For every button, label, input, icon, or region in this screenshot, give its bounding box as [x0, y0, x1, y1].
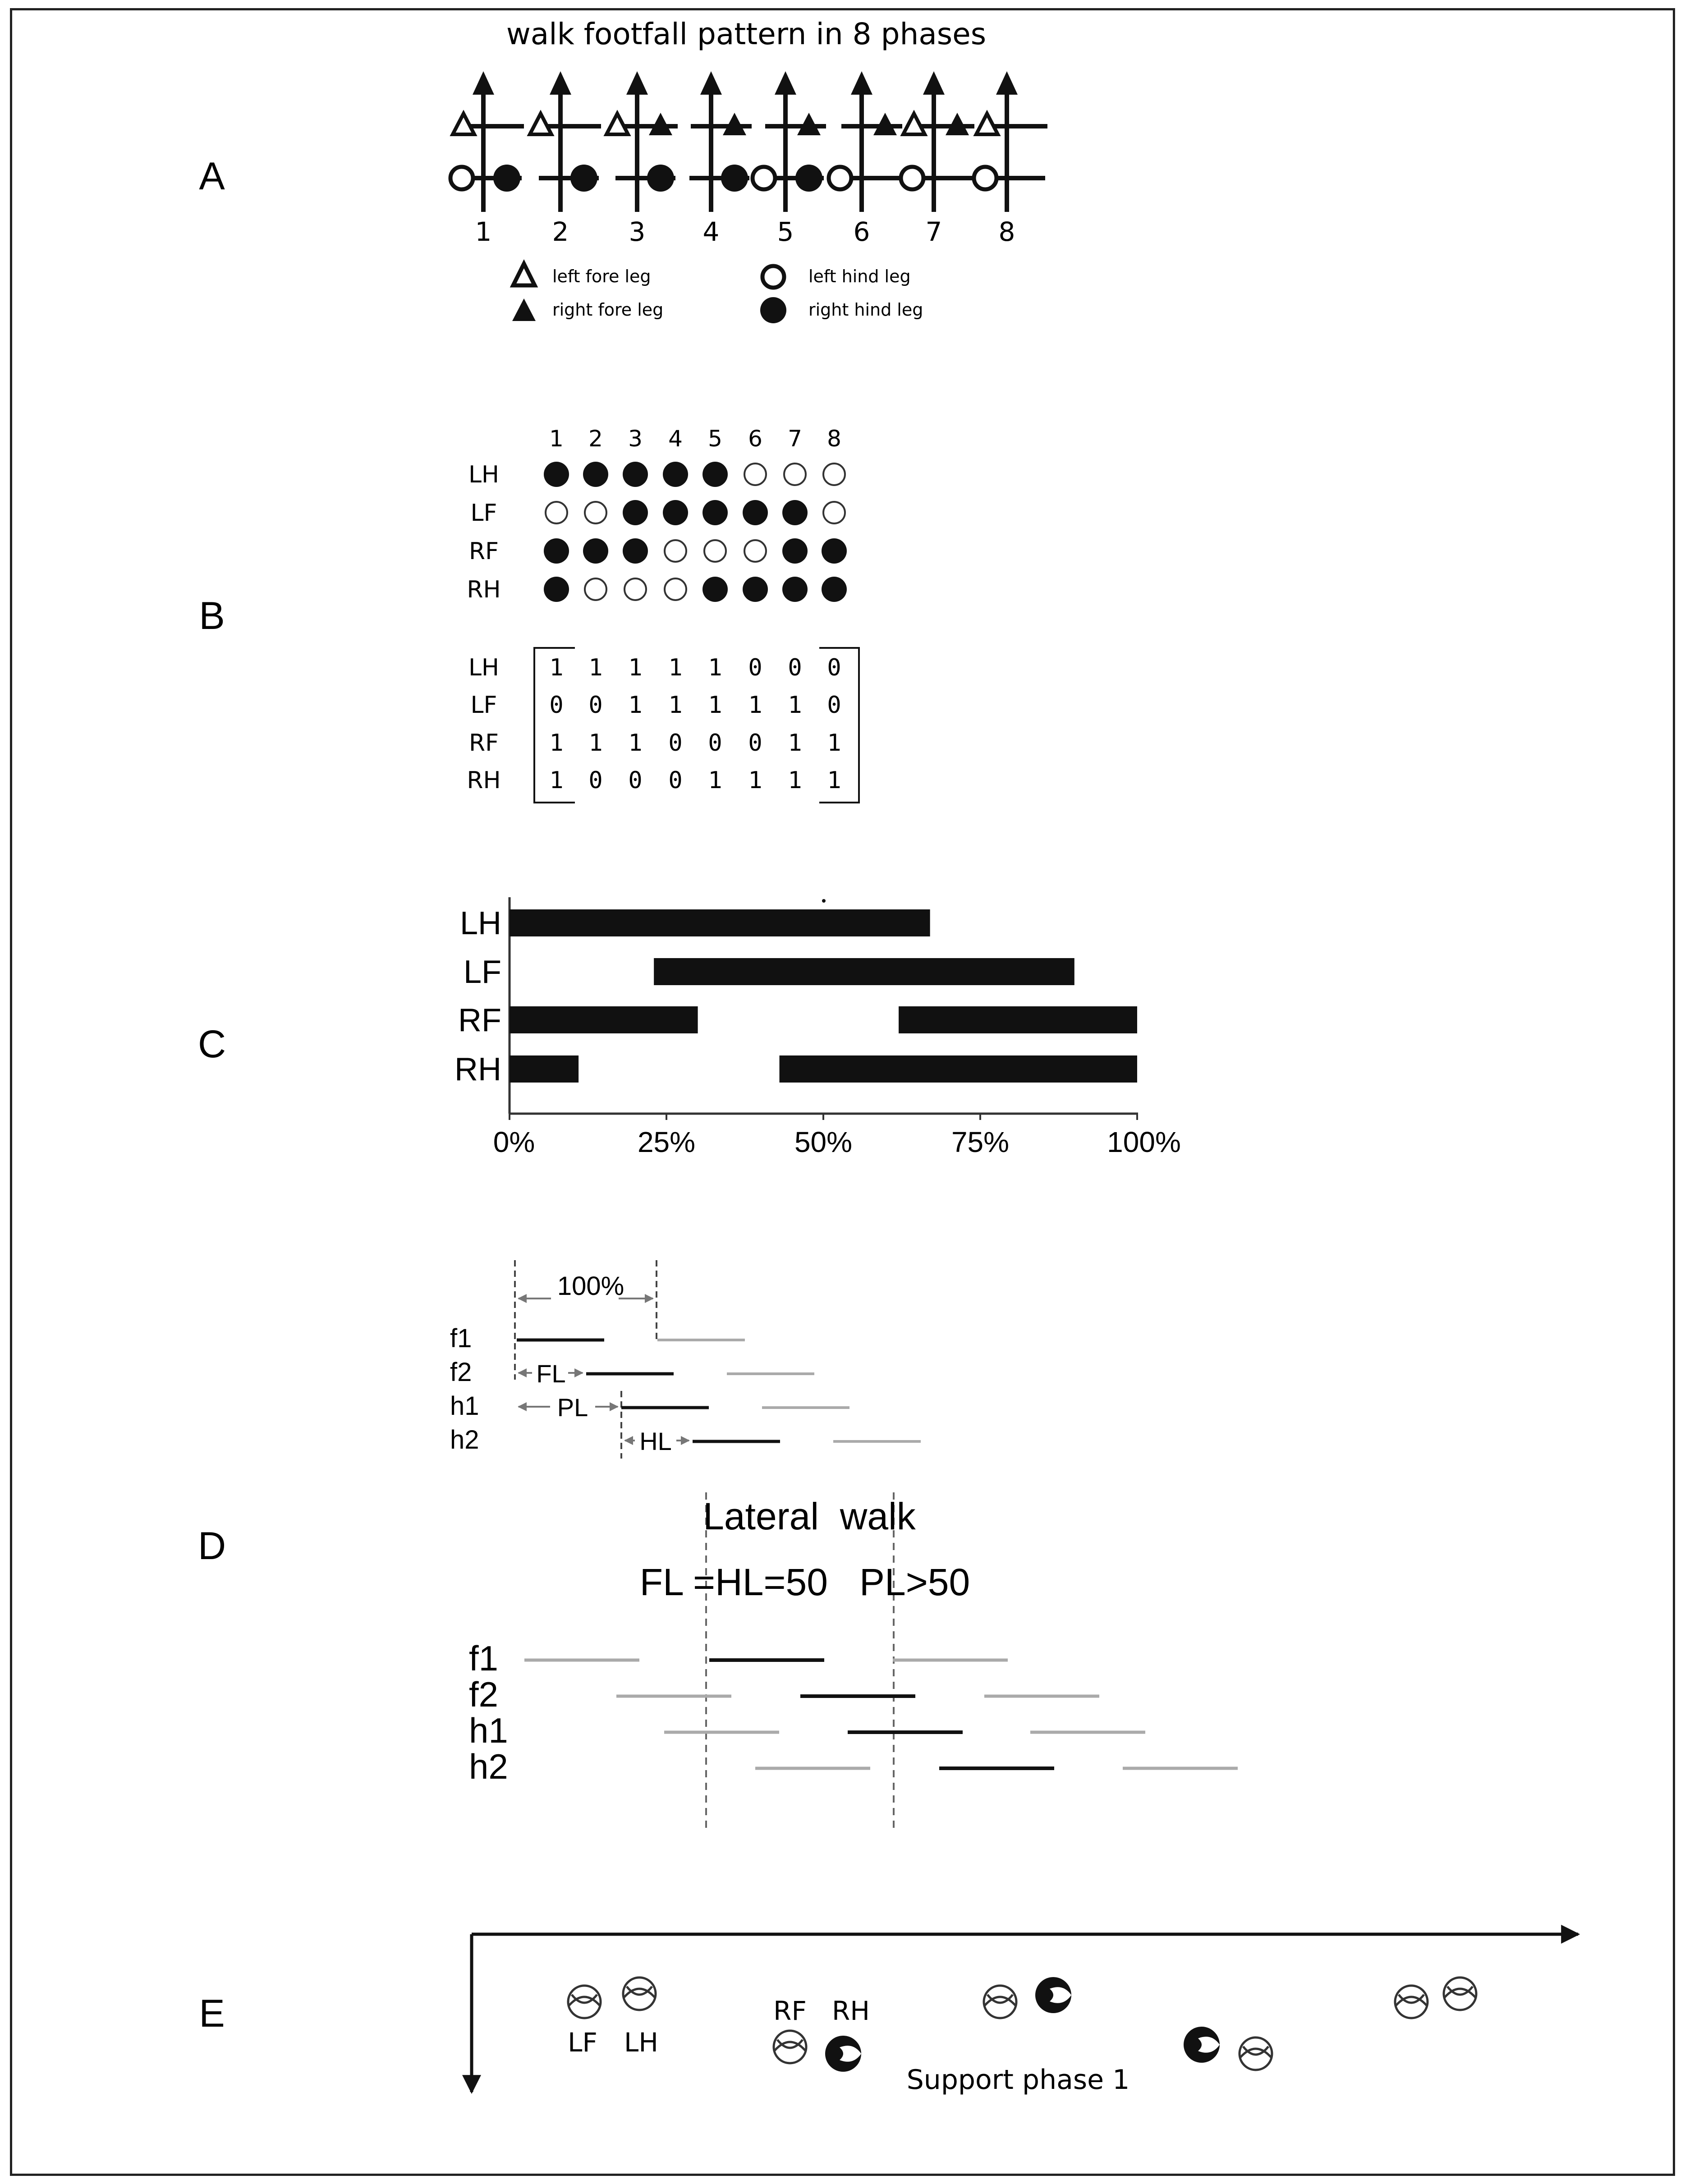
hoofprint-lf-icon — [568, 1986, 601, 2018]
matrix-cell: 1 — [628, 692, 643, 719]
stance-circle — [663, 462, 688, 487]
matrix-cell: 1 — [588, 730, 603, 757]
row-label: RF — [468, 538, 499, 565]
tick-label: 75% — [951, 1126, 1010, 1158]
matrix-cell: 0 — [748, 654, 762, 681]
swing-circle — [744, 540, 766, 562]
stance-circle — [743, 500, 768, 525]
row-label: RF — [468, 730, 499, 757]
swing-circle — [665, 540, 686, 562]
right-hind-leg-marker — [647, 165, 674, 192]
matrix-cell: 1 — [748, 767, 762, 794]
matrix-cell: 0 — [668, 730, 683, 757]
limb-row-labels — [455, 905, 501, 1087]
hoofprint-open-icon — [1444, 1978, 1476, 2010]
footfall-legend — [512, 264, 923, 323]
phase-number: 7 — [925, 216, 942, 247]
matrix-cell: 0 — [827, 654, 841, 681]
legend-lf-symbol — [513, 264, 535, 285]
left-hind-leg-marker — [901, 167, 923, 189]
phase-number: 2 — [552, 216, 569, 247]
limb-label: f1 — [469, 1638, 499, 1678]
footfall-phase — [689, 71, 752, 212]
pl-label: PL — [557, 1393, 588, 1422]
hoofprint-open-icon — [1240, 2037, 1272, 2070]
hoofprint-open-icon — [984, 1986, 1016, 2018]
footfall-phases — [450, 71, 1047, 247]
footfall-phase — [901, 71, 974, 212]
legend-rh-symbol — [760, 297, 786, 323]
panel-c — [455, 897, 1181, 1158]
top-limb-labels — [450, 1324, 479, 1454]
forward-arrow-icon — [996, 71, 1018, 95]
limb-label: f2 — [469, 1675, 499, 1714]
swing-circle — [823, 502, 845, 523]
stance-circle — [583, 462, 608, 487]
hoofprint-rf-icon — [774, 2031, 806, 2063]
stray-dot — [822, 899, 826, 903]
stance-circle — [623, 538, 648, 564]
limb-label: h2 — [450, 1425, 479, 1454]
swing-circle — [585, 578, 606, 600]
stance-circle — [583, 538, 608, 564]
matrix-cell: 1 — [827, 767, 841, 794]
stance-circle — [782, 577, 808, 602]
tick-label: 100% — [1107, 1126, 1181, 1158]
right-hind-leg-marker — [795, 165, 822, 192]
matrix-cell: 0 — [788, 654, 802, 681]
left-hind-leg-marker — [829, 167, 851, 189]
stance-circle — [544, 577, 569, 602]
swing-circle — [704, 540, 726, 562]
hundred-percent-label: 100% — [557, 1271, 624, 1301]
matrix-cell: 0 — [748, 730, 762, 757]
phase-number: 3 — [629, 216, 646, 247]
row-label: LF — [470, 692, 497, 719]
stance-circle — [623, 500, 648, 525]
column-number: 6 — [748, 426, 762, 452]
limb-label: LF — [463, 954, 501, 990]
phase-number: 5 — [777, 216, 794, 247]
stance-bar — [780, 1055, 1137, 1083]
left-hind-leg-marker — [974, 167, 996, 189]
legend-rf-label: right fore leg — [552, 300, 664, 320]
forward-arrow-icon — [550, 71, 571, 95]
matrix-cell: 1 — [668, 692, 683, 719]
left-hind-leg-marker — [450, 167, 473, 189]
support-matrix — [549, 654, 841, 794]
matrix-cell: 1 — [788, 767, 802, 794]
panel-e — [472, 1934, 1578, 2096]
row-label: RH — [467, 767, 501, 794]
limb-label: h1 — [450, 1391, 479, 1421]
panel-label-b: B — [199, 594, 225, 638]
right-hind-leg-marker — [721, 165, 748, 192]
right-hind-leg-marker — [570, 165, 597, 192]
limb-label: f1 — [450, 1324, 472, 1353]
matrix-cell: 0 — [628, 767, 643, 794]
panel-a — [450, 17, 1047, 323]
swing-circle — [784, 463, 806, 485]
support-circle-grid — [544, 462, 847, 602]
phase-number: 8 — [998, 216, 1015, 247]
stance-circle — [702, 577, 728, 602]
column-number: 8 — [827, 426, 841, 452]
forward-arrow-icon — [700, 71, 722, 95]
stance-circle — [702, 500, 728, 525]
hoofprint-open-icon — [1395, 1986, 1428, 2018]
stance-circle — [544, 462, 569, 487]
legend-lh-label: left hind leg — [808, 266, 911, 286]
hoofprint-lh-icon — [623, 1978, 656, 2010]
row-label: LH — [468, 461, 500, 488]
stance-circle — [623, 462, 648, 487]
matrix-cell: 1 — [708, 654, 722, 681]
phase-number: 6 — [853, 216, 870, 247]
phase-number: 4 — [702, 216, 720, 247]
legend-lh-symbol — [762, 266, 784, 288]
hoofprint-rh-filled-icon — [825, 2036, 861, 2072]
swing-circle — [823, 463, 845, 485]
row-label: LF — [470, 500, 497, 527]
swing-circle — [665, 578, 686, 600]
support-phase-label: Support phase 1 — [906, 2064, 1130, 2096]
column-number: 3 — [628, 426, 643, 452]
forward-arrow-icon — [775, 71, 796, 95]
matrix-cell: 1 — [748, 692, 762, 719]
hoofprint-filled-icon — [1035, 1977, 1071, 2013]
stance-circle — [702, 462, 728, 487]
column-number: 4 — [668, 426, 683, 452]
lateral-walk-formula: FL =HL=50 PL>50 — [639, 1561, 970, 1603]
matrix-cell: 1 — [708, 692, 722, 719]
swing-circle — [546, 502, 567, 523]
stance-circle — [743, 577, 768, 602]
matrix-cell: 1 — [628, 654, 643, 681]
tick-label: 25% — [637, 1126, 696, 1158]
panel-label-e: E — [199, 1992, 225, 2035]
right-hind-leg-marker — [493, 165, 520, 192]
panel-label-a: A — [199, 155, 225, 198]
circle-grid-row-labels — [467, 461, 500, 603]
limb-label: RF — [458, 1002, 501, 1038]
matrix-row-labels — [467, 654, 500, 794]
matrix-cell: 1 — [708, 767, 722, 794]
matrix-cell: 0 — [708, 730, 722, 757]
stance-bars — [510, 909, 1137, 1083]
limb-label: RH — [455, 1051, 501, 1087]
legend-rf-symbol — [512, 298, 536, 321]
stance-circle — [663, 500, 688, 525]
panel-a-title: walk footfall pattern in 8 phases — [506, 17, 987, 51]
footfall-phase — [606, 71, 678, 212]
footfall-phase — [829, 71, 902, 212]
phase-column-numbers — [549, 426, 841, 452]
swing-circle — [585, 502, 606, 523]
row-label: LH — [468, 654, 500, 681]
tick-label: 0% — [493, 1126, 535, 1158]
panel-b — [467, 426, 859, 803]
tick-label: 50% — [794, 1126, 853, 1158]
limb-label: f2 — [450, 1358, 472, 1387]
label-lh: LH — [624, 2027, 658, 2058]
matrix-cell: 0 — [588, 767, 603, 794]
label-rf: RF — [773, 1996, 807, 2026]
footfall-phase — [974, 71, 1047, 212]
panel-d — [450, 1260, 1238, 1831]
stance-circle — [782, 500, 808, 525]
stance-circle — [544, 538, 569, 564]
footfall-phase — [450, 71, 524, 212]
column-number: 1 — [549, 426, 564, 452]
stance-bar — [510, 1055, 579, 1083]
matrix-cell: 0 — [827, 692, 841, 719]
swing-circle — [744, 463, 766, 485]
stance-bar — [510, 1006, 698, 1033]
footfall-phase — [753, 71, 826, 212]
matrix-cell: 1 — [827, 730, 841, 757]
row-label: RH — [467, 576, 501, 603]
matrix-cell: 1 — [788, 730, 802, 757]
lateral-limb-labels — [469, 1638, 508, 1786]
stance-circle — [822, 538, 847, 564]
label-lf: LF — [568, 2027, 597, 2058]
hl-label: HL — [639, 1427, 672, 1455]
forward-arrow-icon — [851, 71, 872, 95]
matrix-cell: 1 — [588, 654, 603, 681]
stance-bar — [510, 909, 930, 936]
matrix-cell: 1 — [668, 654, 683, 681]
legend-lf-label: left fore leg — [552, 266, 651, 286]
limb-label: h2 — [469, 1747, 508, 1786]
stance-circle — [822, 577, 847, 602]
limb-label: LH — [459, 905, 501, 941]
stance-bar — [654, 958, 1074, 985]
stance-bar — [899, 1006, 1137, 1033]
matrix-cell: 1 — [549, 730, 564, 757]
forward-arrow-icon — [473, 71, 494, 95]
legend-rh-label: right hind leg — [808, 300, 923, 320]
panel-label-d: D — [197, 1524, 226, 1568]
matrix-cell: 1 — [549, 654, 564, 681]
column-number: 2 — [588, 426, 603, 452]
phase-number: 1 — [475, 216, 492, 247]
matrix-cell: 1 — [788, 692, 802, 719]
footfall-phase — [530, 71, 601, 212]
stance-circle — [782, 538, 808, 564]
matrix-cell: 1 — [549, 767, 564, 794]
percent-ticks — [493, 1114, 1181, 1158]
fl-label: FL — [536, 1359, 566, 1388]
left-hind-leg-marker — [753, 167, 775, 189]
column-number: 5 — [708, 426, 722, 452]
hoofprint-filled-icon — [1184, 2027, 1220, 2063]
panel-label-c: C — [197, 1023, 226, 1066]
lateral-walk-title: Lateral walk — [703, 1495, 916, 1537]
matrix-cell: 0 — [549, 692, 564, 719]
forward-arrow-icon — [626, 71, 648, 95]
matrix-cell: 0 — [668, 767, 683, 794]
matrix-cell: 1 — [628, 730, 643, 757]
swing-circle — [624, 578, 646, 600]
column-number: 7 — [788, 426, 802, 452]
matrix-cell: 0 — [588, 692, 603, 719]
label-rh: RH — [832, 1996, 870, 2026]
limb-label: h1 — [469, 1711, 508, 1750]
forward-arrow-icon — [923, 71, 945, 95]
